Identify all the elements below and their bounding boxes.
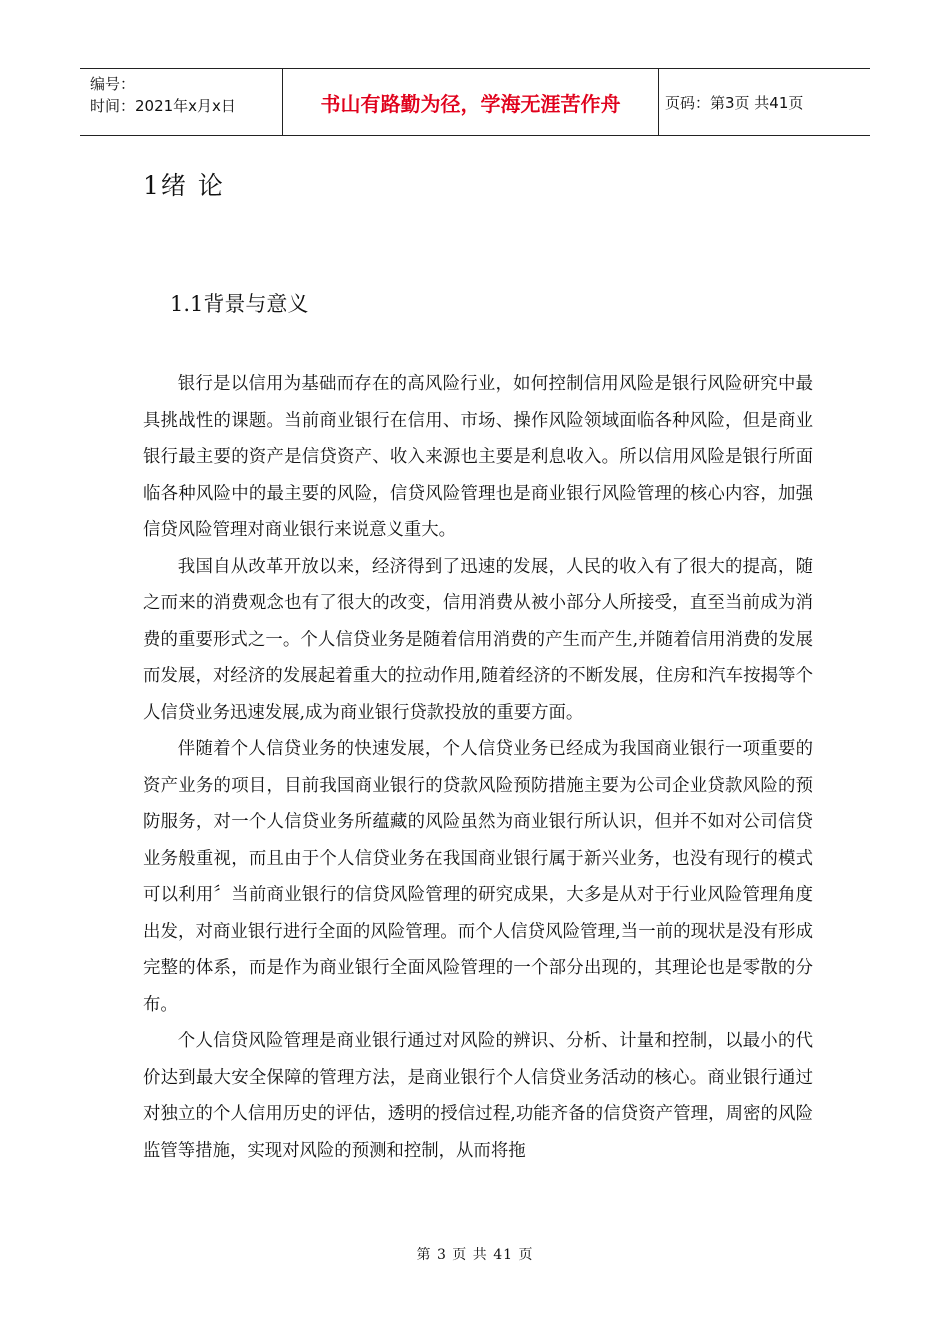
paragraph: 伴随着个人信贷业务的快速发展，个人信贷业务已经成为我国商业银行一项重要的资产业务的项目，目前我国商业银行的贷款风险预防措施主要为公司企业贷款风险的预防服务，对一个人信贷业务所蕴藏的风险虽然为商业银行所认识，但并不如对公司信贷业务般重视，而且由于个人信贷业务在我国商业银行属于新兴业务，也没有现行的模式可以利用〞当前商业银行的信贷风险管理的研究成果，大多是从对于行业风险管理角度出发，对商业银行进行全面的风险管理。而个人信贷风险管理,当一前的现状是没有形成完整的体系，而是作为商业银行全面风险管理的一个部分出现的，其理论也是零散的分布。 xyxy=(143,739,813,1015)
section-title: 1.1背景与意义 xyxy=(170,292,309,316)
page-footer: 第 3 页 共 41 页 xyxy=(416,1247,534,1263)
document-number-label: 编号： xyxy=(90,75,136,93)
header-motto: 书山有路勤为径，学海无涯苦作舟 xyxy=(282,69,659,135)
paragraph: 个人信贷风险管理是商业银行通过对风险的辨识、分析、计量和控制，以最小的代价达到最大安全保障的管理方法，是商业银行个人信贷业务活动的核心。商业银行通过对独立的个人信用历史的评估，透明的授信过程,功能齐备的信贷资产管理，周密的风险监管等措施，实现对风险的预测和控制，从而将拖 xyxy=(143,1031,813,1161)
header-meta xyxy=(80,69,282,135)
document-date-label: 时间：2021年x月x日 xyxy=(90,97,236,115)
paragraph: 我国自从改革开放以来，经济得到了迅速的发展，人民的收入有了很大的提高，随之而来的消费观念也有了很大的改变，信用消费从被小部分人所接受，直至当前成为消费的重要形式之一。个人信贷业务是随着信用消费的产生而产生,并随着信用消费的发展而发展，对经济的发展起着重大的拉动作用,随着经济的不断发展，住房和汽车按揭等个人信贷业务迅速发展,成为商业银行贷款投放的重要方面。 xyxy=(143,556,813,723)
paragraph: 银行是以信用为基础而存在的高风险行业，如何控制信用风险是银行风险研究中最具挑战性的课题。当前商业银行在信用、市场、操作风险领域面临各种风险，但是商业银行最主要的资产是信贷资产、收入来源也主要是利息收入。所以信用风险是银行所面临各种风险中的最主要的风险，信贷风险管理也是商业银行风险管理的核心内容，加强信贷风险管理对商业银行来说意义重大。 xyxy=(143,374,813,540)
body-text xyxy=(143,366,813,1169)
chapter-title: 1绪 论 xyxy=(143,171,225,200)
page-header xyxy=(80,68,870,136)
header-page-info: 页码：第3页 共41页 xyxy=(665,93,804,112)
